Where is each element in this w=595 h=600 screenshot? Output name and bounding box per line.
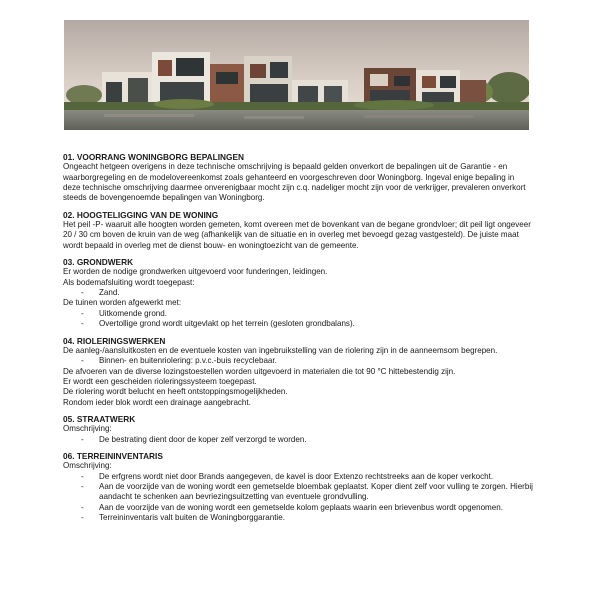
paragraph: Het peil -P- waaruit alle hoogten worden gemeten, komt overeen met de bovenkant van de begane grondvloer; dit peil ligt ongeveer 20 / 30 cm boven de kruin van de weg (afhankelijk van de situatie en in overleg met bevoegd gezag vastgesteld). De juiste maat wordt bepaald in overleg met de dienst bouw- en woningtoezicht van de gemeente.	[63, 220, 531, 250]
bullet-list	[63, 472, 533, 524]
section-heading: 01. VOORRANG WONINGBORG BEPALINGEN	[63, 152, 245, 162]
bullet-list	[63, 356, 533, 366]
list-item	[63, 435, 533, 445]
section	[63, 210, 533, 251]
dash-bullet-icon: -	[81, 308, 84, 318]
section	[63, 336, 533, 408]
list-item	[63, 356, 533, 366]
paragraph: Ongeacht hetgeen overigens in deze technische omschrijving is bepaald gelden onverkort de bepalingen uit de Garantie - en waarborgregeling en de modelovereenkomst zoals gehanteerd en voorgeschreven door Woningborg. Ingeval enige bepaling in deze technische omschrijving daarmee onverenigbaar mocht zijn c.q. nadeliger mocht zijn voor de verkrijger, prevaleren onverkort steeds de bovengenoemde bepalingen van Woningborg.	[63, 162, 526, 203]
list-item	[63, 288, 533, 298]
bullet-list	[63, 435, 533, 445]
section-heading: 02. HOOGTELIGGING VAN DE WONING	[63, 209, 219, 220]
dash-bullet-icon: -	[81, 288, 84, 298]
paragraph: De tuinen worden afgewerkt met:	[63, 298, 182, 308]
list-item	[63, 319, 533, 329]
list-item-text: Terreininventaris valt buiten de Woningborggarantie.	[99, 513, 285, 522]
section	[63, 451, 533, 523]
paragraph: Er wordt een gescheiden rioleringssysteem toegepast.	[63, 376, 257, 386]
section	[63, 414, 533, 445]
paragraph: Omschrijving:	[63, 424, 112, 434]
paragraph: Rondom ieder blok wordt een drainage aangebracht.	[63, 397, 251, 407]
list-item-text: Zand.	[99, 288, 120, 298]
document-body	[63, 152, 533, 523]
paragraph: De aanleg-/aansluitkosten en de eventuele kosten van ingebruikstelling van de riolering zijn in de aanneemsom begrepen.	[63, 345, 498, 355]
paragraph: Er worden de nodige grondwerken uitgevoerd voor funderingen, leidingen.	[63, 267, 328, 277]
section-heading: 06. TERREININVENTARIS	[63, 450, 163, 461]
section	[63, 257, 533, 329]
dash-bullet-icon: -	[81, 434, 84, 444]
list-item	[63, 513, 533, 523]
dash-bullet-icon: -	[81, 513, 84, 522]
paragraph: Omschrijving:	[63, 461, 112, 471]
dash-bullet-icon: -	[81, 471, 84, 481]
hero-image	[64, 20, 529, 130]
paragraph: De riolering wordt belucht en heeft ontstoppingsmogelijkheden.	[63, 387, 288, 397]
list-item-text: Binnen- en buitenriolering: p.v.c.-buis recyclebaar.	[99, 356, 277, 366]
list-item	[63, 309, 533, 319]
dash-bullet-icon: -	[81, 356, 84, 366]
list-item	[63, 482, 533, 503]
list-item-text: De erfgrens wordt niet door Brands aangegeven, de kavel is door Extenzo rechtstreeks aan de koper verkocht.	[99, 471, 494, 481]
section	[63, 152, 533, 204]
dash-bullet-icon: -	[81, 502, 84, 512]
houses-illustration	[64, 20, 529, 130]
list-item-text: Aan de voorzijde van de woning wordt een gemetselde kolom geplaats waarin een brievenbus wordt opgenomen.	[99, 502, 503, 512]
dash-bullet-icon: -	[81, 481, 84, 491]
paragraph: De afvoeren van de diverse lozingstoestellen worden uitgevoerd in materialen die tot 90 °C hittebestendig zijn.	[63, 366, 456, 376]
section-heading: 05. STRAATWERK	[63, 413, 136, 424]
list-item-text: De bestrating dient door de koper zelf verzorgd te worden.	[99, 434, 307, 444]
bullet-list	[63, 309, 533, 330]
list-item-text: Overtollige grond wordt uitgevlakt op het terrein (gesloten grondbalans).	[99, 319, 355, 329]
list-item-text: Uitkomende grond.	[99, 308, 167, 318]
section-heading: 03. GRONDWERK	[63, 257, 134, 268]
dash-bullet-icon: -	[81, 319, 84, 329]
list-item-text: Aan de voorzijde van de woning wordt een gemetselde bloembak geplaatst. Koper dient zelf voor vulling te zorgen. Hierbij aandacht te schenken aan bevriezingsuitzetting van eventuele grondvulling.	[99, 481, 533, 502]
bullet-list	[63, 288, 533, 298]
paragraph: Als bodemafsluiting wordt toegepast:	[63, 277, 195, 287]
list-item	[63, 503, 533, 513]
section-heading: 04. RIOLERINGSWERKEN	[63, 335, 166, 346]
list-item	[63, 472, 533, 482]
